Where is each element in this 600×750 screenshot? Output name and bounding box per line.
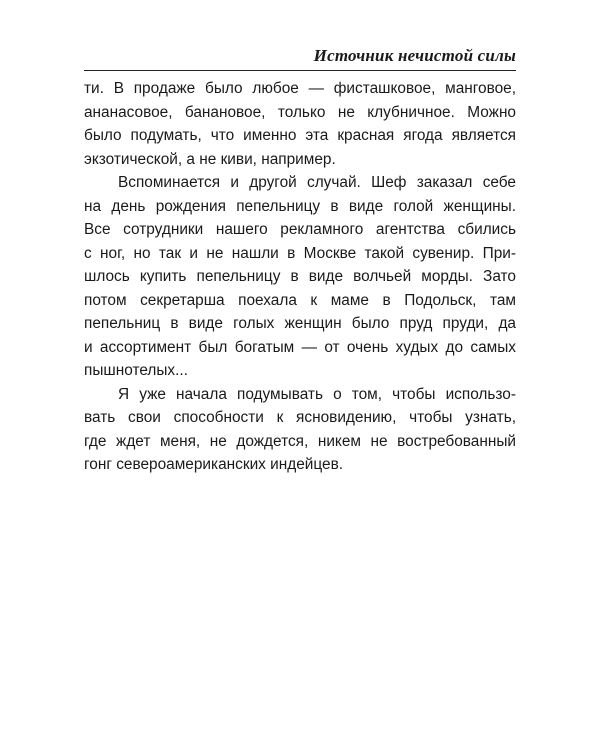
text-line: вать свои способности к ясновидению, чтобы узнать, xyxy=(84,409,516,426)
text-line: пепельниц в виде голых женщин было пруд пруди, да xyxy=(84,315,516,332)
text-line: где ждет меня, не дождется, никем не востребованный xyxy=(84,432,516,450)
text-line: ти. В продаже было любое — фисташковое, манговое, xyxy=(84,80,516,97)
text-line: гонг североамериканских индейцев. xyxy=(84,456,344,473)
text-line: потом секретарша поехала к маме в Подольск, там xyxy=(84,291,516,309)
text-line: экзотической, а не киви, например. xyxy=(84,150,336,168)
text-line: ананасовое, банановое, только не клубничное. Можно xyxy=(84,103,516,121)
running-title: Источник нечистой силы xyxy=(313,46,516,65)
text-line: на день рождения пепельницу в виде голой женщины. xyxy=(84,197,516,215)
text-line: Вспоминается и другой случай. Шеф заказал себе xyxy=(118,174,516,191)
text-line: Я уже начала подумывать о том, чтобы использо- xyxy=(118,385,516,403)
text-line: и ассортимент был богатым — от очень худых до самых xyxy=(84,338,516,356)
text-line: было подумать, что именно эта красная ягода является xyxy=(84,127,516,144)
running-header xyxy=(84,44,516,68)
page-body xyxy=(84,77,516,477)
text-line: с ног, но так и не нашли в Москве такой сувенир. При- xyxy=(84,244,516,262)
header-rule xyxy=(84,70,516,71)
text-line: Все сотрудники нашего рекламного агентства сбились xyxy=(84,221,516,238)
text-line: шлось купить пепельницу в виде волчьей морды. Зато xyxy=(84,268,516,285)
text-line: пышнотелых... xyxy=(84,362,188,379)
